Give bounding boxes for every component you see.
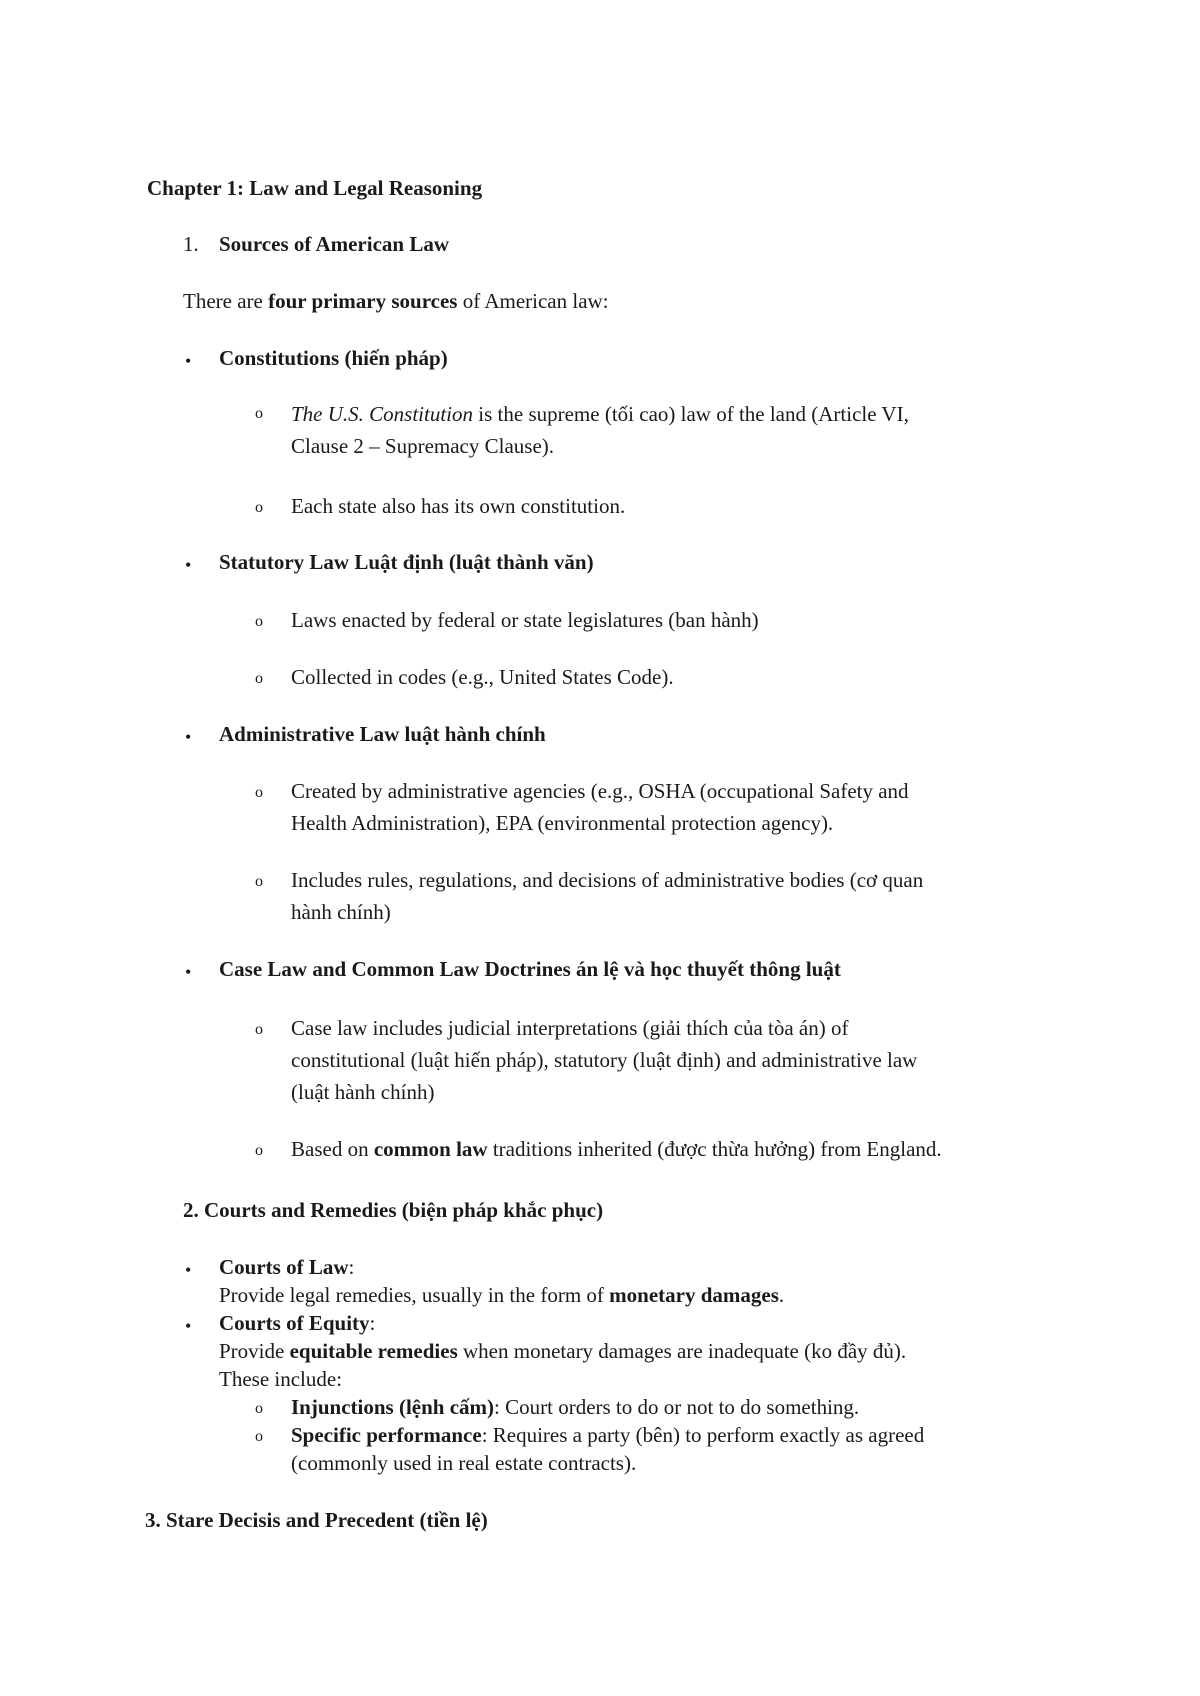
statutory-heading: Statutory Law Luật định (luật thành văn) xyxy=(219,550,594,574)
circle-bullet-icon: o xyxy=(255,670,263,687)
statutory-item-2: Collected in codes (e.g., United States Code). xyxy=(291,665,674,689)
caselaw-item-2-text: Based on xyxy=(291,1137,374,1161)
caselaw-item-2-text-end: traditions inherited (được thừa hưởng) from England. xyxy=(487,1137,942,1161)
chapter-title: Chapter 1: Law and Legal Reasoning xyxy=(147,176,483,200)
administrative-item-2: Includes rules, regulations, and decisions of administrative bodies (cơ quan xyxy=(291,868,924,892)
bullet-icon: • xyxy=(185,1316,192,1336)
monetary-damages-emphasis: monetary damages xyxy=(609,1283,779,1307)
courts-of-equity xyxy=(219,1313,375,1334)
administrative-heading: Administrative Law luật hành chính xyxy=(219,722,546,746)
circle-bullet-icon: o xyxy=(255,613,263,630)
constitutions-heading: Constitutions (hiến pháp) xyxy=(219,346,448,370)
courts-of-equity-desc xyxy=(219,1341,906,1362)
equitable-remedies-emphasis: equitable remedies xyxy=(289,1339,458,1363)
constitutions-item-2: Each state also has its own constitution. xyxy=(291,494,626,518)
common-law-emphasis: common law xyxy=(373,1137,488,1161)
specific-performance-text: : Requires a party (bên) to perform exactly as agreed xyxy=(481,1423,925,1447)
bullet-icon: • xyxy=(185,962,192,982)
caselaw-item-1: Case law includes judicial interpretations (giải thích của tòa án) of xyxy=(291,1016,849,1040)
section-1-number: 1. xyxy=(183,232,199,256)
intro-text-end: of American law: xyxy=(457,289,609,313)
intro-text: There are xyxy=(183,289,269,313)
constitutions-item-1-text: is the supreme (tối cao) law of the land (Article VI, xyxy=(473,402,909,426)
courts-of-equity-label: Courts of Equity xyxy=(219,1311,370,1335)
courts-of-law-desc-end: . xyxy=(778,1283,785,1307)
bullet-icon: • xyxy=(185,351,192,371)
caselaw-item-1-cont: constitutional (luật hiến pháp), statutory (luật định) and administrative law xyxy=(291,1048,918,1072)
courts-of-equity-desc-text: Provide xyxy=(219,1339,290,1363)
courts-of-law-colon: : xyxy=(348,1255,355,1279)
circle-bullet-icon: o xyxy=(255,873,263,890)
administrative-item-1: Created by administrative agencies (e.g., OSHA (occupational Safety and xyxy=(291,779,909,803)
circle-bullet-icon: o xyxy=(255,1142,263,1159)
specific-performance-item xyxy=(291,1425,924,1446)
section-3-title: 3. Stare Decisis and Precedent (tiền lệ) xyxy=(145,1508,488,1532)
bullet-icon: • xyxy=(185,727,192,747)
administrative-item-1-cont: Health Administration), EPA (environmental protection agency). xyxy=(291,811,834,835)
caselaw-item-1-cont2: (luật hành chính) xyxy=(291,1080,435,1104)
circle-bullet-icon: o xyxy=(255,1428,263,1445)
circle-bullet-icon: o xyxy=(255,405,263,422)
bullet-icon: • xyxy=(185,1260,192,1280)
courts-of-equity-desc-2: These include: xyxy=(219,1367,343,1391)
circle-bullet-icon: o xyxy=(255,499,263,516)
constitutions-item-1-cont: Clause 2 – Supremacy Clause). xyxy=(291,434,555,458)
us-constitution-title: The U.S. Constitution xyxy=(291,402,474,426)
courts-of-equity-colon: : xyxy=(369,1311,376,1335)
statutory-item-1: Laws enacted by federal or state legislatures (ban hành) xyxy=(291,608,759,632)
courts-of-law-desc xyxy=(219,1285,784,1306)
intro-emphasis: four primary sources xyxy=(268,289,458,313)
administrative-item-2-cont: hành chính) xyxy=(291,900,391,924)
courts-of-law-desc-text: Provide legal remedies, usually in the form of xyxy=(219,1283,610,1307)
courts-of-law-label: Courts of Law xyxy=(219,1255,349,1279)
section-1-title: Sources of American Law xyxy=(219,232,450,256)
courts-of-equity-desc-end: when monetary damages are inadequate (ko đầy đủ). xyxy=(457,1339,907,1363)
specific-performance-label: Specific performance xyxy=(291,1423,482,1447)
specific-performance-cont: (commonly used in real estate contracts). xyxy=(291,1451,637,1475)
circle-bullet-icon: o xyxy=(255,1400,263,1417)
bullet-icon: • xyxy=(185,555,192,575)
courts-of-law xyxy=(219,1257,354,1278)
caselaw-heading: Case Law and Common Law Doctrines án lệ và học thuyết thông luật xyxy=(219,957,841,981)
section-1-intro xyxy=(183,291,609,312)
caselaw-item-2 xyxy=(291,1139,942,1160)
constitutions-item-1 xyxy=(291,404,909,425)
circle-bullet-icon: o xyxy=(255,1021,263,1038)
section-2-title: 2. Courts and Remedies (biện pháp khắc phục) xyxy=(183,1198,604,1222)
injunctions-label: Injunctions (lệnh cấm) xyxy=(291,1395,495,1419)
injunctions-text: : Court orders to do or not to do something. xyxy=(494,1395,860,1419)
circle-bullet-icon: o xyxy=(255,784,263,801)
injunctions-item xyxy=(291,1397,859,1418)
